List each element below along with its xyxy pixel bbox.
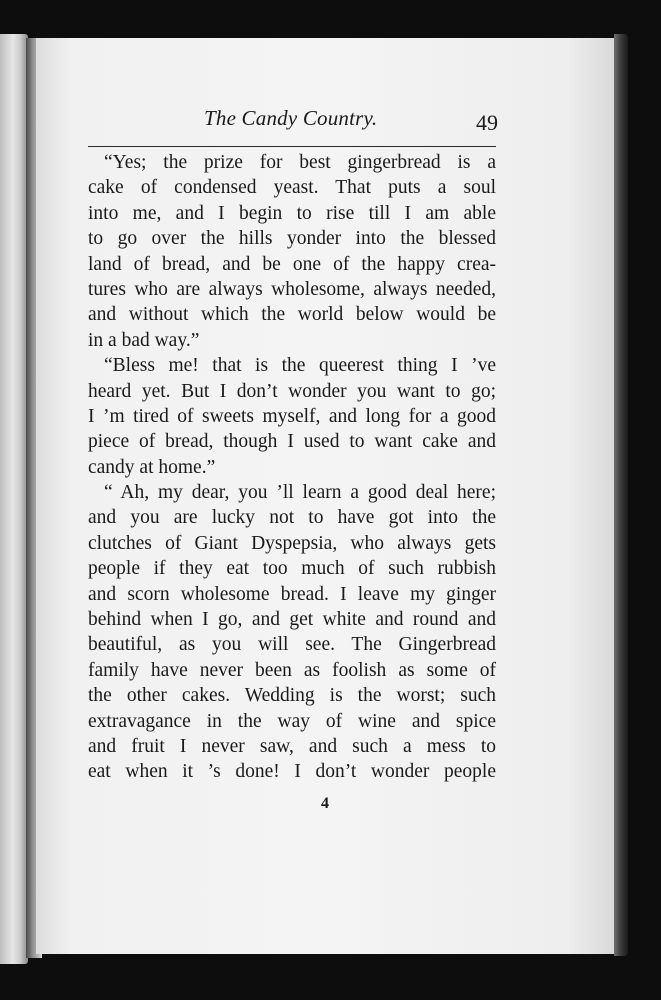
text-line: “ Ah, my dear, you ’ll learn a good deal here; (104, 482, 496, 504)
text-line: I ’m tired of sweets myself, and long for a good (88, 405, 496, 427)
left-page-edge (0, 34, 28, 964)
signature-mark: 4 (321, 795, 329, 812)
text-line: and scorn wholesome bread. I leave my ginger (88, 583, 496, 605)
right-cover-edge (614, 34, 628, 956)
text-line: “Bless me! that is the queerest thing I ’ve (104, 355, 496, 377)
text-line: and without which the world below would be (88, 304, 496, 326)
text-line: heard yet. But I don’t wonder you want to go; (88, 380, 496, 402)
running-head: The Candy Country. (204, 106, 378, 130)
text-line: extravagance in the way of wine and spice (88, 710, 496, 732)
text-line: and you are lucky not to have got into the (88, 507, 496, 529)
text-line: beautiful, as you will see. The Gingerbread (88, 634, 496, 656)
text-line: into me, and I begin to rise till I am able (88, 202, 496, 224)
body-text (88, 150, 496, 785)
text-line: cake of condensed yeast. That puts a soul (88, 177, 496, 199)
text-line: clutches of Giant Dyspepsia, who always gets (88, 532, 496, 554)
text-line: tures who are always wholesome, always needed, (88, 278, 496, 300)
text-line: to go over the hills yonder into the blessed (88, 228, 496, 250)
text-line: behind when I go, and get white and round and (88, 609, 496, 631)
text-line: and fruit I never saw, and such a mess to (88, 735, 496, 757)
page-header (80, 102, 498, 142)
page-number: 49 (476, 110, 498, 135)
text-line: candy at home.” (88, 456, 216, 478)
text-line: land of bread, and be one of the happy crea- (88, 253, 496, 275)
text-line: the other cakes. Wedding is the worst; such (88, 685, 496, 707)
text-line: in a bad way.” (88, 329, 200, 351)
text-line: people if they eat too much of such rubbish (88, 558, 496, 580)
text-line: family have never been as foolish as some of (88, 659, 496, 681)
text-line: piece of bread, though I used to want cake and (88, 431, 496, 453)
text-line: “Yes; the prize for best gingerbread is a (104, 152, 496, 173)
header-rule (88, 146, 496, 147)
text-line: eat when it ’s done! I don’t wonder people (88, 761, 496, 783)
